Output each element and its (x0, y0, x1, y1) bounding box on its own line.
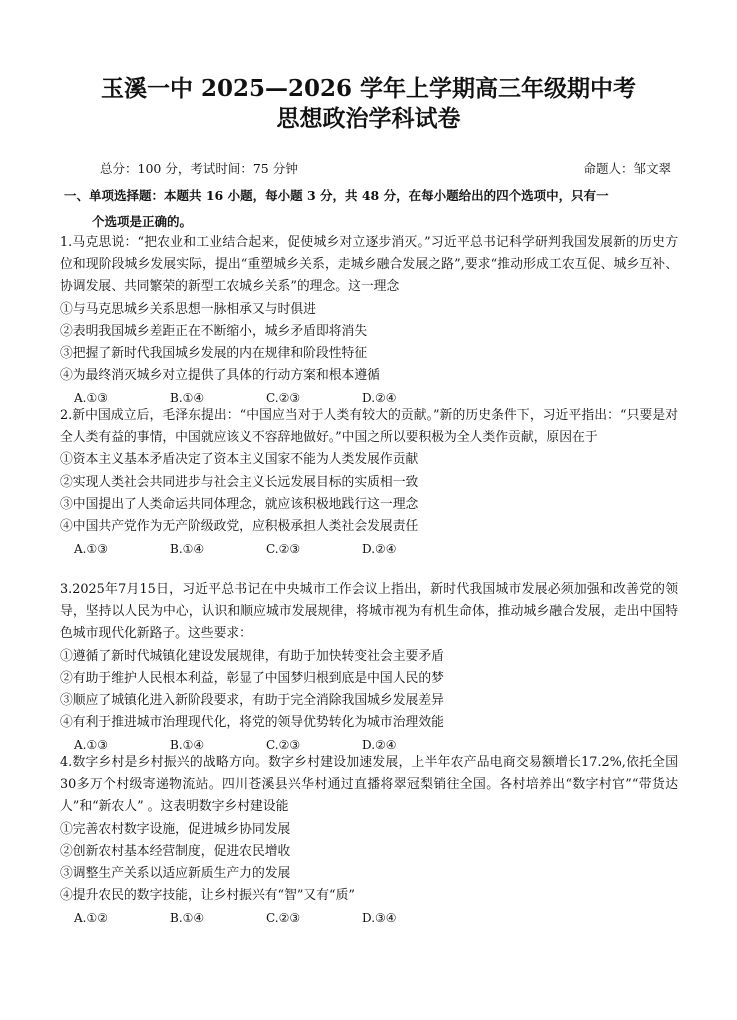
question-4 (60, 752, 678, 930)
choice-a: A.①③ (74, 542, 108, 557)
question-option: ③顺应了城镇化进入新阶段要求，有助于完全消除我国城乡发展差异 (60, 693, 444, 709)
choice-d: D.②④ (362, 542, 397, 557)
choice-c: C.②③ (266, 911, 301, 926)
question-stem: 4.数字乡村是乡村振兴的战略方向。数字乡村建设加速发展，上半年农产品电商交易额增长17.2%,依托全国30多万个村级寄递物流站。四川苍溪县兴华村通过直播将翠冠梨销往全国。各村培养出“数字村官”“带货达人”和“新农人” 。这表明数字乡村建设能 (60, 755, 678, 815)
question-stem: 2.新中国成立后，毛泽东提出：“中国应当对于人类有较大的贡献。”新的历史条件下，习近平指出：“只要是对全人类有益的事情，中国就应该义不容辞地做好。”中国之所以要积极为全人类作贡献，原因在于 (60, 408, 678, 446)
exam-author: 命题人：邹文翠 (583, 161, 671, 176)
question-option: ①与马克思城乡关系思想一脉相承又与时俱进 (60, 301, 316, 317)
question-option: ③把握了新时代我国城乡发展的内在规律和阶段性特征 (60, 346, 368, 362)
question-stem: 3.2025年7月15日，习近平总书记在中央城市工作会议上指出，新时代我国城市发展必须加强和改善党的领导，坚持以人民为中心，认识和顺应城市发展规律，将城市视为有机生命体，推动城乡融合发展，走出中国特色城市现代化新路子。这些要求： (60, 582, 678, 642)
choice-b: B.①④ (170, 542, 205, 557)
question-2 (60, 405, 678, 560)
answer-choices (60, 907, 678, 929)
choice-c: C.②③ (266, 391, 301, 406)
choice-d: D.③④ (362, 911, 397, 926)
question-option: ④提升农民的数字技能，让乡村振兴有“智”又有“质” (60, 888, 355, 904)
question-option: ②有助于维护人民根本利益，彰显了中国梦归根到底是中国人民的梦 (60, 670, 444, 686)
section-heading (64, 183, 676, 235)
question-option: ②创新农村基本经营制度，促进农民增收 (60, 843, 291, 859)
exam-title: 玉溪一中 2025—2026 学年上学期高三年级期中考 (100, 75, 637, 102)
question-option: ④有利于推进城市治理现代化，将党的领导优势转化为城市治理效能 (60, 715, 444, 731)
question-option: ①资本主义基本矛盾决定了资本主义国家不能为人类发展作贡献 (60, 452, 419, 468)
question-option: ②表明我国城乡差距正在不断缩小，城乡矛盾即将消失 (60, 323, 368, 339)
question-stem: 1.马克思说：“把农业和工业结合起来，促使城乡对立逐步消灭。”习近平总书记科学研判我国发展新的历史方位和现阶段城乡发展实际，提出“重塑城乡关系，走城乡融合发展之路”,要求“推动形成工农互促、城乡互补、协调发展、共同繁荣的新型工农城乡关系”的理念。这一理念 (60, 235, 678, 295)
choice-a: A.①③ (74, 738, 108, 753)
question-option: ①完善农村数字设施，促进城乡协同发展 (60, 821, 291, 837)
choice-c: C.②③ (266, 738, 301, 753)
choice-a: A.①③ (74, 391, 108, 406)
question-option: ④为最终消灭城乡对立提供了具体的行动方案和根本遵循 (60, 368, 380, 384)
choice-c: C.②③ (266, 542, 301, 557)
exam-subtitle: 思想政治学科试卷 (276, 105, 461, 132)
choice-b: B.①④ (170, 738, 205, 753)
answer-choices (60, 538, 678, 560)
question-option: ①遵循了新时代城镇化建设发展规律，有助于加快转变社会主要矛盾 (60, 648, 444, 664)
choice-d: D.②④ (362, 738, 397, 753)
choice-b: B.①④ (170, 911, 205, 926)
question-3 (60, 579, 678, 757)
choice-b: B.①④ (170, 391, 205, 406)
question-option: ②实现人类社会共同进步与社会主义长远发展目标的实质相一致 (60, 474, 419, 490)
score-and-time: 总分：100 分，考试时间：75 分钟 (100, 161, 298, 176)
question-1 (60, 232, 678, 410)
choice-d: D.②④ (362, 391, 397, 406)
question-option: ③调整生产关系以适应新质生产力的发展 (60, 866, 291, 882)
question-option: ③中国提出了人类命运共同体理念，就应该积极地践行这一理念 (60, 496, 419, 512)
section-heading-line1: 一、单项选择题：本题共 16 小题，每小题 3 分，共 48 分，在每小题给出的四个选项中，只有一 (64, 188, 609, 203)
question-option: ④中国共产党作为无产阶级政党，应积极承担人类社会发展责任 (60, 519, 419, 535)
section-heading-line2: 个选项是正确的。 (92, 214, 193, 229)
choice-a: A.①② (74, 911, 108, 926)
